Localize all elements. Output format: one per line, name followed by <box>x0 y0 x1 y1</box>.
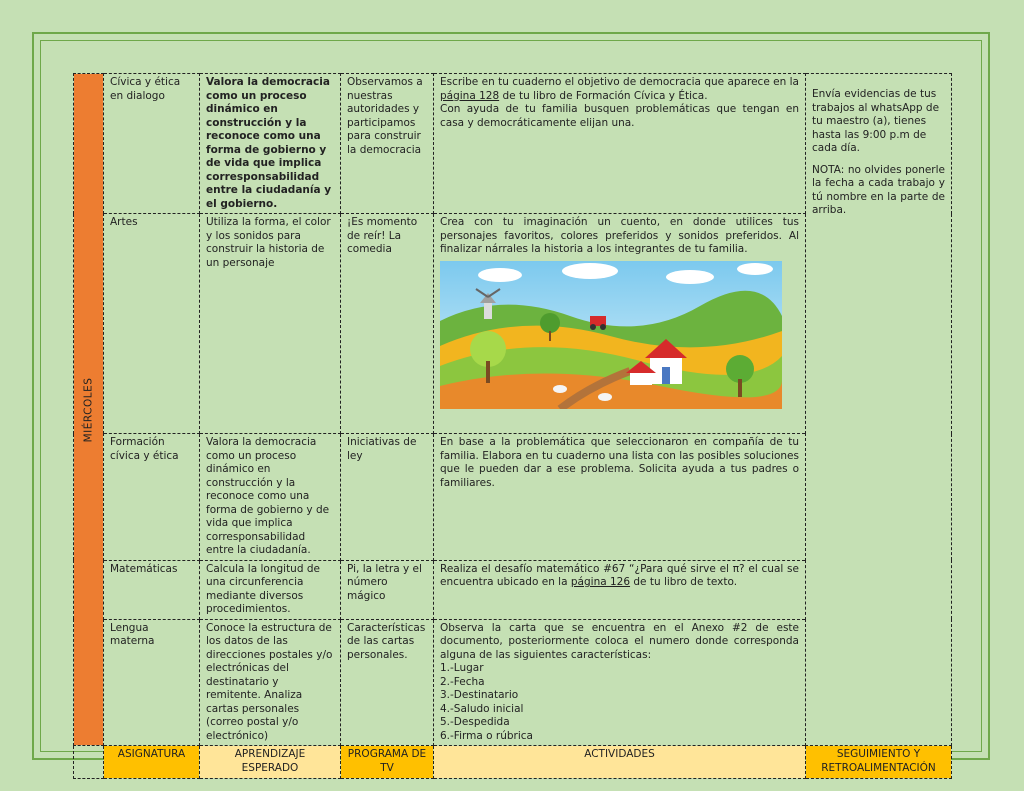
list-item: 6.-Firma o rúbrica <box>440 729 533 742</box>
subject-cell: Lengua materna <box>104 619 200 746</box>
activity-cell: Crea con tu imaginación un cuento, en donde utilices tus personajes favoritos, colores preferidos y sonidos preferidos. Al finalizar nárrales la historia a los integrantes de tu familia. <box>434 214 806 434</box>
feedback-note: NOTA: no olvides ponerle la fecha a cada trabajo y tú nombre en la parte de arriba. <box>812 163 945 216</box>
table-row <box>74 74 952 214</box>
program-cell: Pi, la letra y el número mágico <box>341 560 434 619</box>
subject-cell: Cívica y ética en dialogo <box>104 74 200 214</box>
list-item: 4.-Saludo inicial <box>440 702 524 715</box>
program-cell: Iniciativas de ley <box>341 434 434 561</box>
learning-cell: Valora la democracia como un proceso dinámico en construcción y la reconoce como una forma de gobierno y de vida que implica corresponsabilidad entre la ciudadanía. <box>200 434 341 561</box>
program-cell: Observamos a nuestras autoridades y participamos para construir la democracia <box>341 74 434 214</box>
feedback-cell <box>806 74 952 746</box>
day-cell <box>74 74 104 746</box>
header-feedback: SEGUIMIENTO Y RETROALIMENTACIÓN <box>806 746 952 779</box>
page-reference-link: página 126 <box>570 576 631 588</box>
table-header-row <box>74 746 952 779</box>
schedule-table <box>73 73 952 779</box>
header-activities: ACTIVIDADES <box>434 746 806 779</box>
countryside-illustration <box>440 261 782 409</box>
header-blank-cell <box>74 746 104 779</box>
activity-cell: Realiza el desafío matemático #67 “¿Para qué sirve el π? el cual se encuentra ubicado en la página 126 de tu libro de texto. <box>434 560 806 619</box>
header-subject: ASIGNATURA <box>104 746 200 779</box>
learning-cell: Calcula la longitud de una circunferencia mediante diversos procedimientos. <box>200 560 341 619</box>
header-learning: APRENDIZAJE ESPERADO <box>200 746 341 779</box>
learning-cell: Utiliza la forma, el color y los sonidos para construir la historia de un personaje <box>200 214 341 434</box>
lesson-plan <box>73 73 951 774</box>
day-label: MIÉRCOLES <box>81 377 94 442</box>
subject-cell: Formación cívica y ética <box>104 434 200 561</box>
activity-cell: Observa la carta que se encuentra en el Anexo #2 de este documento, posteriormente coloca el numero donde corresponda alguna de las siguientes características: 1.-Lugar 2.-Fecha 3.-Destinatario 4.-Saludo inicial 5.-Despedida 6.-Firma o rúbrica <box>434 619 806 746</box>
subject-cell: Matemáticas <box>104 560 200 619</box>
page-reference-link: página 128 <box>440 89 500 102</box>
learning-cell: Conoce la estructura de los datos de las direcciones postales y/o electrónicas del destinatario y remitente. Analiza cartas personales (correo postal y/o electrónico) <box>200 619 341 746</box>
list-item: 3.-Destinatario <box>440 689 519 701</box>
feedback-instructions: Envía evidencias de tus trabajos al whatsApp de tu maestro (a), tienes hasta las 9:00 p.m de cada día. <box>812 88 940 154</box>
list-item: 2.-Fecha <box>440 675 485 688</box>
header-program: PROGRAMA DE TV <box>341 746 434 779</box>
program-cell: ¡Es momento de reír! La comedia <box>341 214 434 434</box>
subject-cell: Artes <box>104 214 200 434</box>
activity-cell: Escribe en tu cuaderno el objetivo de democracia que aparece en la página 128 de tu libro de Formación Cívica y Ética. Con ayuda de tu familia busquen problemáticas que tengan en casa y democráticamente elijan una. <box>434 74 806 214</box>
learning-cell: Valora la democracia como un proceso dinámico en construcción y la reconoce como una forma de gobierno y de vida que implica corresponsabilidad entre la ciudadanía y el gobierno. <box>200 74 341 214</box>
program-cell: Características de las cartas personales. <box>341 619 434 746</box>
list-item: 5.-Despedida <box>440 716 510 728</box>
activity-cell: En base a la problemática que seleccionaron en compañía de tu familia. Elabora en tu cuaderno una lista con las posibles soluciones que le pueden dar a ese problema. Solicita ayuda a tus padres o familiares. <box>434 434 806 561</box>
list-item: 1.-Lugar <box>440 662 484 674</box>
